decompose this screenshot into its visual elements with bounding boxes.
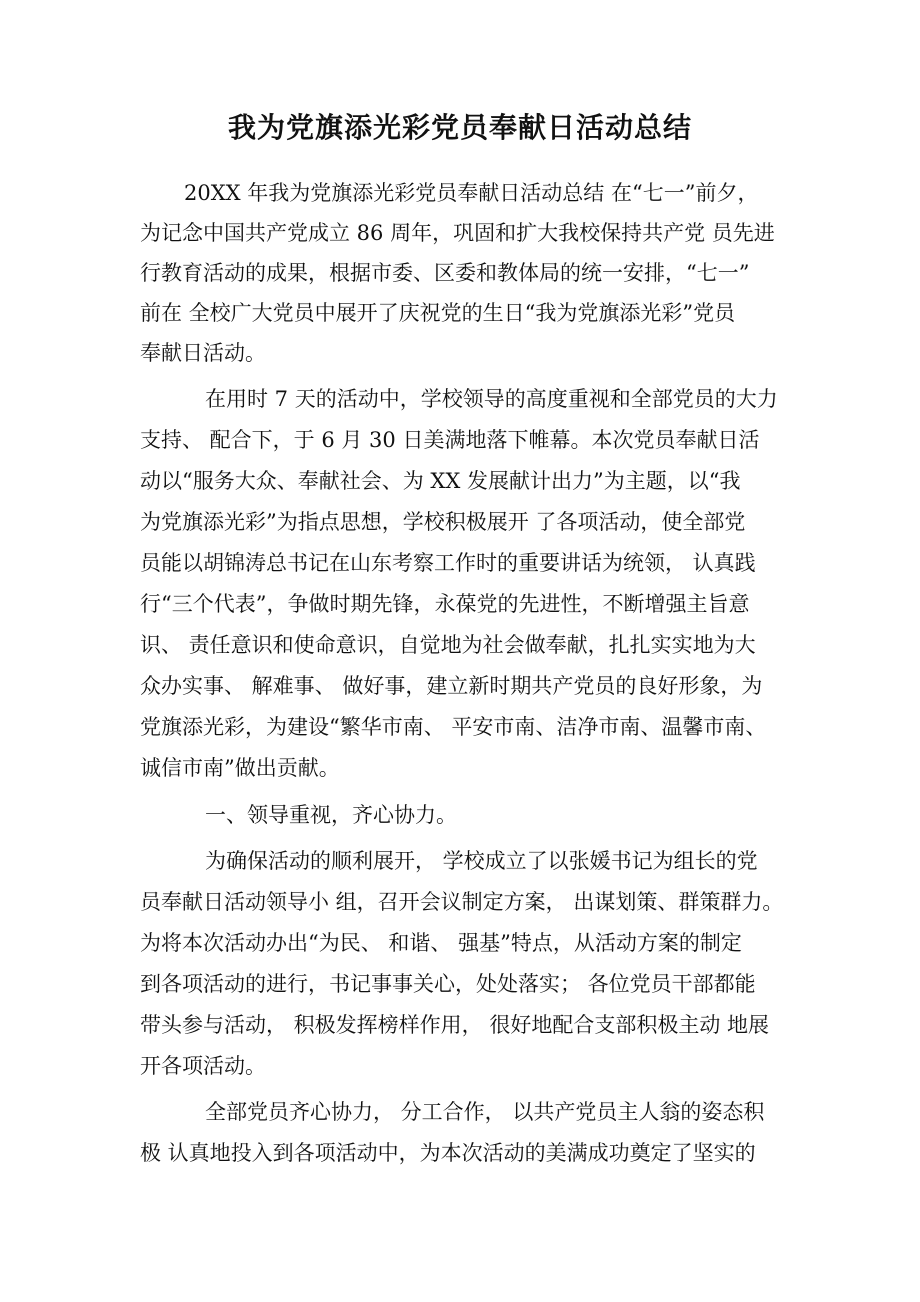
paragraph-line: 带头参与活动， 积极发挥榜样作用， 很好地配合支部积极主动 地展 bbox=[140, 1013, 770, 1037]
paragraph-line: 为党旗添光彩”为指点思想，学校积极展开 了各项活动，使全部党 bbox=[140, 510, 746, 534]
paragraph-line: 在用时 7 天的活动中，学校领导的高度重视和全部党员的大力 bbox=[205, 387, 778, 411]
paragraph-line: 识、 责任意识和使命意识，自觉地为社会做奉献，扎扎实实地为大 bbox=[140, 633, 756, 657]
paragraph-line: 前在 全校广大党员中展开了庆祝党的生日“我为党旗添光彩”党员 bbox=[140, 301, 736, 325]
paragraph-line: 极 认真地投入到各项活动中，为本次活动的美满成功奠定了坚实的 bbox=[140, 1141, 756, 1165]
paragraph-line: 行“三个代表”，争做时期先锋，永葆党的先进性，不断增强主旨意 bbox=[140, 592, 750, 616]
paragraph-line: 为确保活动的顺利展开， 学校成立了以张媛书记为组长的党 bbox=[205, 849, 758, 873]
paragraph-line: 20XX 年我为党旗添光彩党员奉献日活动总结 在“七一”前夕， bbox=[184, 181, 759, 205]
paragraph-line: 众办实事、 解难事、 做好事，建立新时期共产党员的良好形象，为 bbox=[140, 674, 763, 698]
paragraph-line: 到各项活动的进行，书记事事关心，处处落实； 各位党员干部都能 bbox=[140, 972, 756, 996]
paragraph-line: 员奉献日活动领导小 组，召开会议制定方案， 出谋划策、群策群力。 bbox=[140, 890, 784, 914]
paragraph-line: 全部党员齐心协力， 分工合作， 以共产党员主人翁的姿态积 bbox=[205, 1100, 765, 1124]
paragraph-line: 动以“服务大众、奉献社会、为 XX 发展献计出力”为主题，以“我 bbox=[140, 469, 741, 493]
paragraph-line: 党旗添光彩，为建设“繁华市南、 平安市南、洁净市南、温馨市南、 bbox=[140, 715, 767, 739]
section-heading: 一、领导重视，齐心协力。 bbox=[205, 803, 457, 827]
paragraph-line: 为将本次活动办出“为民、 和谐、 强基”特点，从活动方案的制定 bbox=[140, 931, 742, 955]
paragraph-line: 为记念中国共产党成立 86 周年，巩固和扩大我校保持共产党 员先进 bbox=[140, 221, 775, 245]
document-title: 我为党旗添光彩党员奉献日活动总结 bbox=[227, 111, 692, 144]
paragraph-line: 行教育活动的成果，根据市委、区委和教体局的统一安排，“七一” bbox=[140, 261, 750, 285]
paragraph-line: 支持、 配合下，于 6 月 30 日美满地落下帷幕。本次党员奉献日活 bbox=[140, 428, 760, 452]
paragraph-line: 员能以胡锦涛总书记在山东考察工作时的重要讲话为统领， 认真践 bbox=[140, 551, 756, 575]
paragraph-line: 诚信市南”做出贡献。 bbox=[140, 756, 340, 780]
paragraph-line: 开各项活动。 bbox=[140, 1054, 266, 1078]
paragraph-line: 奉献日活动。 bbox=[140, 341, 266, 365]
